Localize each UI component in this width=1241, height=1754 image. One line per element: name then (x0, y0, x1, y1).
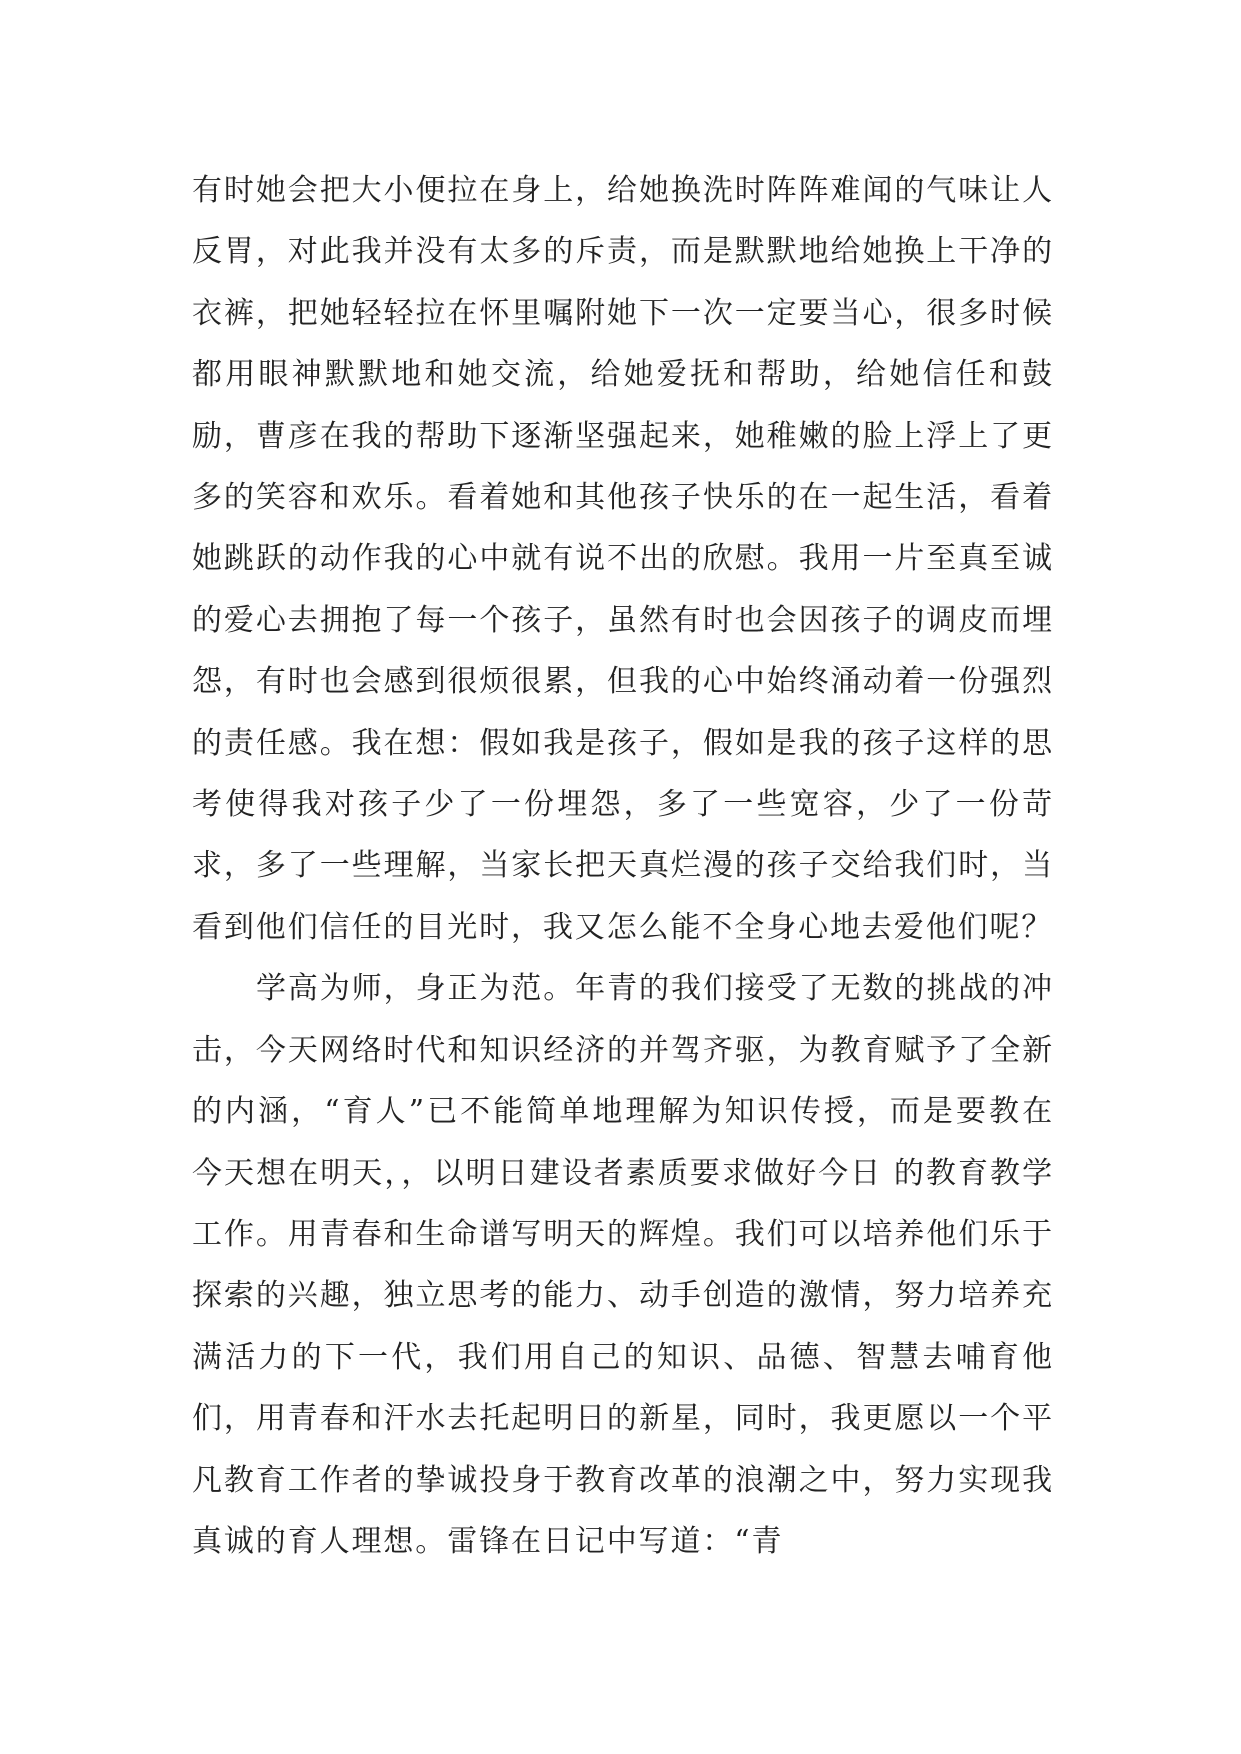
paragraph-teacher-ideal: 学高为师，身正为范。年青的我们接受了无数的挑战的冲击，今天网络时代和知识经济的并驾齐驱，为教育赋予了全新的内涵，“育人”已不能简单地理解为知识传授，而是要教在今天想在明天，，以明日建设者素质要求做好今日 的教育教学工作。用青春和生命谱写明天的辉煌。我们可以培养他们乐于探索的兴趣，独立思考的能力、动手创造的激情，努力培养充满活力的下一代，我们用自己的知识、品德、智慧去哺育他们，用青春和汗水去托起明日的新星，同时，我更愿以一个平凡教育工作者的挚诚投身于教育改革的浪潮之中，努力实现我真诚的育人理想。雷锋在日记中写道：“青 (192, 971, 1054, 1559)
document-body (192, 160, 1054, 1572)
paragraph-care-for-child: 有时她会把大小便拉在身上，给她换洗时阵阵难闻的气味让人反胃，对此我并没有太多的斥责，而是默默地给她换上干净的衣裤，把她轻轻拉在怀里嘱附她下一次一定要当心，很多时候都用眼神默默地和她交流，给她爱抚和帮助，给她信任和鼓励，曹彦在我的帮助下逐渐坚强起来，她稚嫩的脸上浮上了更多的笑容和欢乐。看着她和其他孩子快乐的在一起生活，看着她跳跃的动作我的心中就有说不出的欣慰。我用一片至真至诚的爱心去拥抱了每一个孩子，虽然有时也会因孩子的调皮而埋怨，有时也会感到很烦很累，但我的心中始终涌动着一份强烈的责任感。我在想：假如我是孩子，假如是我的孩子这样的思考使得我对孩子少了一份埋怨，多了一些宽容，少了一份苛求，多了一些理解，当家长把天真烂漫的孩子交给我们时，当看到他们信任的目光时，我又怎么能不全身心地去爱他们呢？ (192, 173, 1054, 945)
